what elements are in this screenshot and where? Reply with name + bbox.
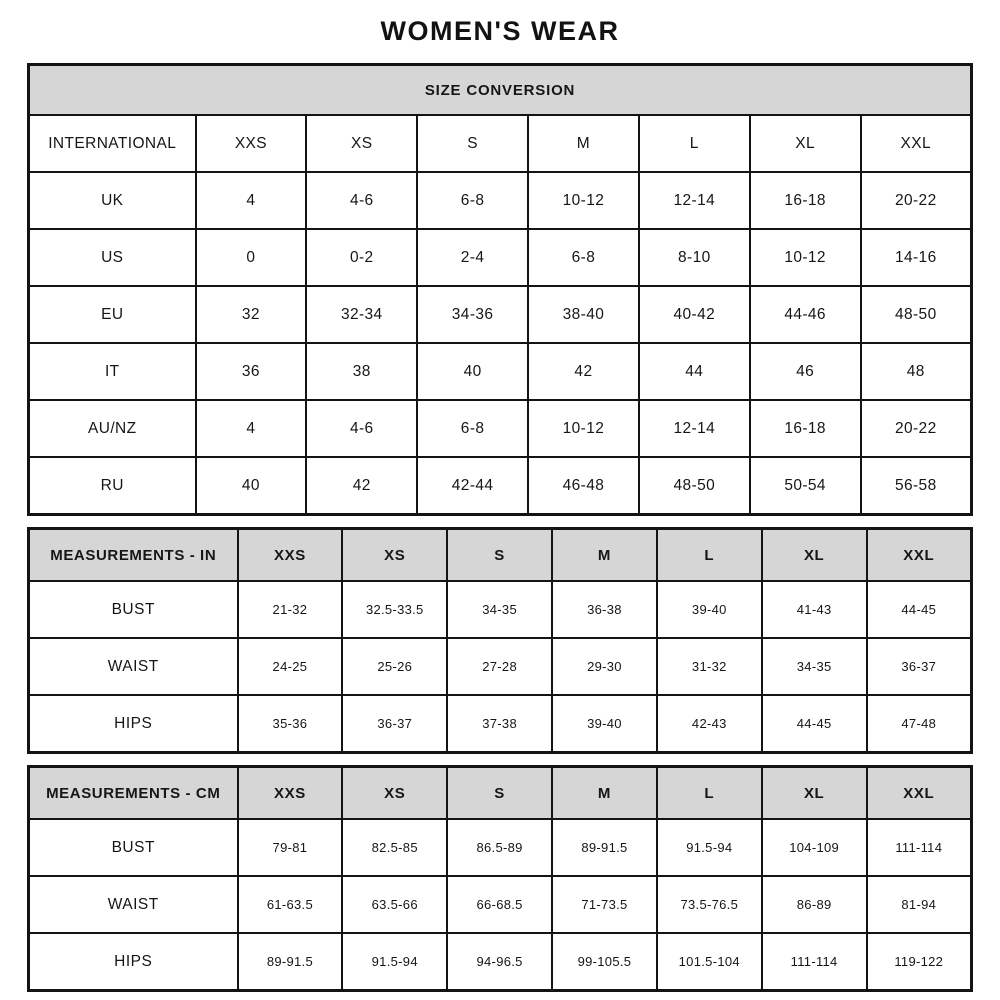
row-label: UK bbox=[29, 172, 196, 229]
table-cell: 16-18 bbox=[750, 400, 861, 457]
table-cell: 48 bbox=[861, 343, 972, 400]
table-row bbox=[29, 343, 972, 400]
row-label: AU/NZ bbox=[29, 400, 196, 457]
table-cell: 79-81 bbox=[238, 819, 343, 876]
table-cell: 44-45 bbox=[867, 581, 972, 638]
table-cell: 48-50 bbox=[861, 286, 972, 343]
measurements-in-table bbox=[27, 527, 973, 754]
table-cell: 63.5-66 bbox=[342, 876, 447, 933]
table-row bbox=[29, 695, 972, 753]
size-header-cell: L bbox=[657, 767, 762, 820]
table-cell: 42-44 bbox=[417, 457, 528, 515]
size-header-cell: L bbox=[657, 529, 762, 582]
table-cell: 44 bbox=[639, 343, 750, 400]
table-cell: 86.5-89 bbox=[447, 819, 552, 876]
table-cell: 111-114 bbox=[762, 933, 867, 991]
size-header-cell: S bbox=[417, 115, 528, 172]
measurements-in-body bbox=[29, 581, 972, 753]
row-label: BUST bbox=[29, 819, 238, 876]
table-cell: 86-89 bbox=[762, 876, 867, 933]
size-chart-page bbox=[27, 0, 973, 992]
table-row bbox=[29, 638, 972, 695]
table-cell: 56-58 bbox=[861, 457, 972, 515]
table-cell: 46 bbox=[750, 343, 861, 400]
table-cell: 47-48 bbox=[867, 695, 972, 753]
table-cell: 34-35 bbox=[762, 638, 867, 695]
table-cell: 73.5-76.5 bbox=[657, 876, 762, 933]
table-cell: 36-37 bbox=[342, 695, 447, 753]
table-cell: 46-48 bbox=[528, 457, 639, 515]
table-cell: 71-73.5 bbox=[552, 876, 657, 933]
table-cell: 44-46 bbox=[750, 286, 861, 343]
size-conversion-caption: SIZE CONVERSION bbox=[29, 65, 972, 116]
table-cell: 29-30 bbox=[552, 638, 657, 695]
table-cell: 82.5-85 bbox=[342, 819, 447, 876]
size-header-cell: XS bbox=[342, 529, 447, 582]
row-label: EU bbox=[29, 286, 196, 343]
size-header-cell: XL bbox=[762, 767, 867, 820]
size-header-cell: M bbox=[552, 529, 657, 582]
size-header-cell: XXS bbox=[238, 767, 343, 820]
corner-label: MEASUREMENTS - IN bbox=[29, 529, 238, 582]
table-cell: 34-36 bbox=[417, 286, 528, 343]
table-cell: 4-6 bbox=[306, 400, 417, 457]
table-cell: 4-6 bbox=[306, 172, 417, 229]
table-row bbox=[29, 172, 972, 229]
row-label: US bbox=[29, 229, 196, 286]
table-cell: 32.5-33.5 bbox=[342, 581, 447, 638]
size-header-row bbox=[29, 115, 972, 172]
table-cell: 40-42 bbox=[639, 286, 750, 343]
table-cell: 94-96.5 bbox=[447, 933, 552, 991]
table-cell: 42 bbox=[306, 457, 417, 515]
table-cell: 32-34 bbox=[306, 286, 417, 343]
table-cell: 20-22 bbox=[861, 400, 972, 457]
table-cell: 61-63.5 bbox=[238, 876, 343, 933]
table-cell: 39-40 bbox=[552, 695, 657, 753]
table-cell: 34-35 bbox=[447, 581, 552, 638]
size-header-cell: S bbox=[447, 767, 552, 820]
table-cell: 36 bbox=[196, 343, 307, 400]
size-header-cell: S bbox=[447, 529, 552, 582]
table-cell: 14-16 bbox=[861, 229, 972, 286]
table-cell: 8-10 bbox=[639, 229, 750, 286]
table-cell: 6-8 bbox=[528, 229, 639, 286]
table-cell: 91.5-94 bbox=[657, 819, 762, 876]
row-label: HIPS bbox=[29, 933, 238, 991]
measurements-cm-table bbox=[27, 765, 973, 992]
table-cell: 42 bbox=[528, 343, 639, 400]
table-cell: 38 bbox=[306, 343, 417, 400]
measurements-cm-body bbox=[29, 819, 972, 991]
table-cell: 37-38 bbox=[447, 695, 552, 753]
corner-label: MEASUREMENTS - CM bbox=[29, 767, 238, 820]
table-row bbox=[29, 876, 972, 933]
row-label: HIPS bbox=[29, 695, 238, 753]
table-cell: 10-12 bbox=[528, 400, 639, 457]
table-cell: 0-2 bbox=[306, 229, 417, 286]
table-cell: 89-91.5 bbox=[552, 819, 657, 876]
table-row bbox=[29, 400, 972, 457]
measurements-cm-header-row bbox=[29, 767, 972, 820]
table-cell: 111-114 bbox=[867, 819, 972, 876]
table-cell: 35-36 bbox=[238, 695, 343, 753]
table-cell: 99-105.5 bbox=[552, 933, 657, 991]
measurements-in-header-row bbox=[29, 529, 972, 582]
table-cell: 31-32 bbox=[657, 638, 762, 695]
table-cell: 2-4 bbox=[417, 229, 528, 286]
table-cell: 89-91.5 bbox=[238, 933, 343, 991]
table-cell: 27-28 bbox=[447, 638, 552, 695]
table-cell: 12-14 bbox=[639, 172, 750, 229]
row-label: BUST bbox=[29, 581, 238, 638]
table-row bbox=[29, 933, 972, 991]
table-cell: 32 bbox=[196, 286, 307, 343]
table-cell: 48-50 bbox=[639, 457, 750, 515]
corner-label: INTERNATIONAL bbox=[29, 115, 196, 172]
size-header-cell: XL bbox=[750, 115, 861, 172]
table-cell: 41-43 bbox=[762, 581, 867, 638]
table-cell: 4 bbox=[196, 172, 307, 229]
table-cell: 12-14 bbox=[639, 400, 750, 457]
table-row bbox=[29, 819, 972, 876]
table-row bbox=[29, 581, 972, 638]
row-label: WAIST bbox=[29, 876, 238, 933]
row-label: IT bbox=[29, 343, 196, 400]
size-header-cell: XXL bbox=[867, 529, 972, 582]
table-cell: 10-12 bbox=[750, 229, 861, 286]
table-cell: 36-38 bbox=[552, 581, 657, 638]
table-cell: 25-26 bbox=[342, 638, 447, 695]
table-cell: 24-25 bbox=[238, 638, 343, 695]
table-cell: 104-109 bbox=[762, 819, 867, 876]
table-row bbox=[29, 229, 972, 286]
table-cell: 101.5-104 bbox=[657, 933, 762, 991]
table-cell: 4 bbox=[196, 400, 307, 457]
size-header-cell: XS bbox=[342, 767, 447, 820]
page-title: WOMEN'S WEAR bbox=[380, 16, 620, 46]
size-header-cell: XXS bbox=[196, 115, 307, 172]
table-cell: 6-8 bbox=[417, 400, 528, 457]
size-header-cell: M bbox=[528, 115, 639, 172]
table-cell: 81-94 bbox=[867, 876, 972, 933]
table-row bbox=[29, 457, 972, 515]
size-header-cell: XXL bbox=[861, 115, 972, 172]
table-cell: 38-40 bbox=[528, 286, 639, 343]
table-cell: 42-43 bbox=[657, 695, 762, 753]
table-row bbox=[29, 286, 972, 343]
size-header-cell: XS bbox=[306, 115, 417, 172]
table-cell: 6-8 bbox=[417, 172, 528, 229]
row-label: WAIST bbox=[29, 638, 238, 695]
table-cell: 0 bbox=[196, 229, 307, 286]
table-cell: 39-40 bbox=[657, 581, 762, 638]
size-header-cell: XL bbox=[762, 529, 867, 582]
table-cell: 91.5-94 bbox=[342, 933, 447, 991]
table-cell: 20-22 bbox=[861, 172, 972, 229]
size-conversion-body bbox=[29, 172, 972, 515]
table-cell: 50-54 bbox=[750, 457, 861, 515]
row-label: RU bbox=[29, 457, 196, 515]
size-header-cell: L bbox=[639, 115, 750, 172]
table-cell: 40 bbox=[196, 457, 307, 515]
size-conversion-table bbox=[27, 63, 973, 516]
size-header-cell: XXS bbox=[238, 529, 343, 582]
table-cell: 21-32 bbox=[238, 581, 343, 638]
table-cell: 36-37 bbox=[867, 638, 972, 695]
table-cell: 119-122 bbox=[867, 933, 972, 991]
table-cell: 10-12 bbox=[528, 172, 639, 229]
size-header-cell: M bbox=[552, 767, 657, 820]
table-cell: 66-68.5 bbox=[447, 876, 552, 933]
table-caption-row bbox=[29, 65, 972, 116]
table-cell: 16-18 bbox=[750, 172, 861, 229]
table-cell: 44-45 bbox=[762, 695, 867, 753]
size-header-cell: XXL bbox=[867, 767, 972, 820]
table-cell: 40 bbox=[417, 343, 528, 400]
